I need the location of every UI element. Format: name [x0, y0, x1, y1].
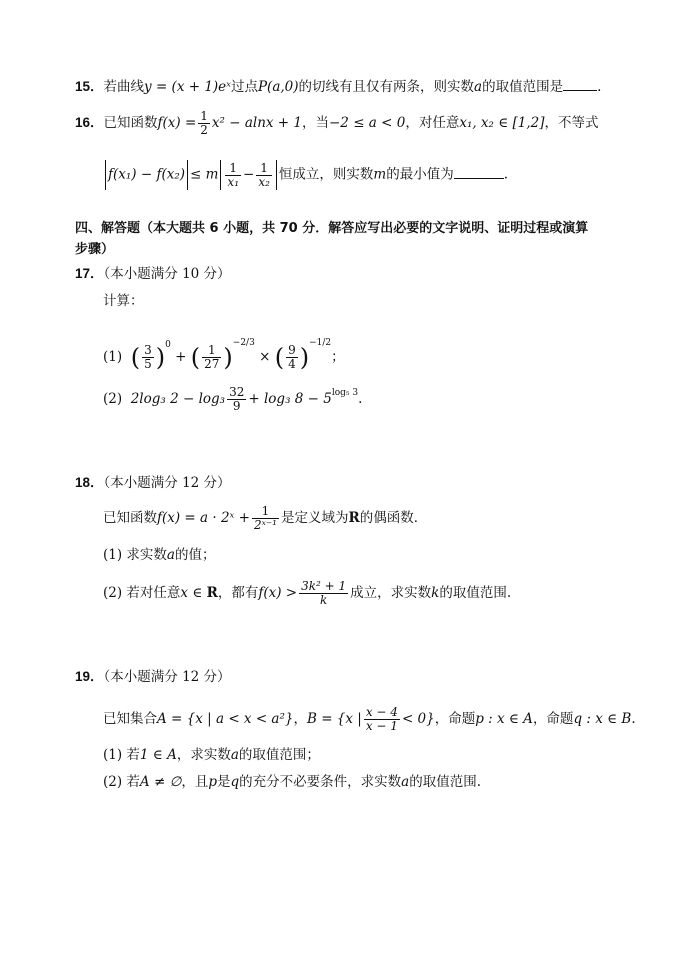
text: 若曲线	[103, 79, 145, 95]
variable: p	[208, 774, 217, 790]
instruction: 计算：	[103, 293, 144, 309]
abs-bar	[187, 160, 188, 190]
times: ×	[259, 349, 271, 365]
fraction-9-4	[286, 344, 298, 371]
part-label: (1)	[103, 747, 123, 763]
question-number: 17．	[75, 266, 104, 281]
score: （本小题满分 10 分）	[103, 266, 231, 282]
formula-A: A = {x | a < x < a²}	[157, 711, 294, 727]
part-label: (2)	[103, 585, 123, 601]
text: 若对任意	[126, 585, 181, 601]
question-16	[75, 110, 599, 137]
text: ，当	[302, 115, 329, 131]
text: 的取值范围.	[409, 774, 481, 790]
part-label: (2)	[103, 774, 123, 790]
exponent: −2/3	[232, 338, 255, 348]
text: 的充分不必要条件，求实数	[239, 774, 402, 790]
text: 的切线有且仅有两条，则实数	[298, 79, 475, 95]
plus: +	[175, 349, 187, 365]
text: 已知函数	[103, 510, 157, 526]
variable: a	[401, 774, 410, 790]
fraction-32-9	[227, 386, 246, 413]
variable: a	[230, 747, 239, 763]
text: 的取值范围.	[439, 585, 512, 601]
text: ，求实数	[176, 747, 231, 763]
formula-fx: f(x) = a · 2ˣ +	[157, 510, 250, 526]
q18-stem	[103, 505, 427, 532]
text: 是	[216, 774, 231, 790]
punct: .	[597, 79, 602, 95]
numerator: 9	[288, 343, 296, 357]
denominator: 4	[288, 357, 296, 371]
set-R: R	[348, 510, 360, 526]
question-17	[75, 265, 231, 283]
numerator: 1	[252, 505, 279, 519]
text: 求实数	[126, 547, 167, 563]
text: 若	[126, 747, 140, 763]
numerator: 32	[229, 385, 245, 399]
text: 恒成立，则实数	[278, 166, 374, 183]
punct: .	[503, 166, 508, 183]
q19-part-1	[103, 746, 320, 764]
formula-mid: ≤ m	[190, 166, 219, 183]
denominator: k	[319, 593, 328, 607]
denominator: x − 1	[365, 719, 398, 733]
text: ，命题	[434, 711, 476, 727]
abs-bar	[220, 160, 221, 190]
question-19	[75, 668, 231, 686]
text: 的最小值为	[386, 166, 454, 183]
question-15	[75, 78, 601, 96]
fraction	[299, 580, 348, 607]
fraction	[364, 706, 400, 733]
q17-instruction	[103, 292, 144, 310]
variable: a	[166, 547, 175, 563]
section-heading	[75, 220, 588, 238]
text: ，且	[181, 774, 209, 790]
exponent: −1/2	[309, 338, 332, 348]
denominator: x₂	[258, 174, 270, 189]
section-line-2: 步骤）	[75, 242, 115, 257]
question-number: 16．	[75, 115, 104, 130]
numerator: 1	[200, 109, 208, 123]
part-label: (1)	[103, 547, 123, 563]
paren: (	[130, 343, 141, 372]
paren: )	[223, 343, 233, 372]
numerator: 1	[225, 162, 241, 176]
text: 是定义域为	[281, 510, 349, 526]
text: 的偶函数．	[359, 510, 428, 526]
question-18	[75, 474, 231, 492]
q19-stem	[103, 706, 636, 733]
part-label: (2)	[103, 391, 123, 407]
punct: .	[358, 391, 363, 407]
text: ，对任意	[405, 115, 460, 131]
formula-left: f(x₁) − f(x₂)	[108, 166, 186, 183]
denominator: 2	[200, 123, 208, 137]
score: （本小题满分 12 分）	[103, 669, 231, 685]
score: （本小题满分 12 分）	[103, 475, 231, 491]
question-16-inequality	[103, 160, 508, 190]
variable: k	[431, 585, 440, 601]
answer-blank[interactable]	[563, 78, 597, 91]
fraction-1-x1	[225, 162, 241, 189]
exponent: 0	[165, 340, 171, 350]
denominator: 27	[204, 357, 220, 371]
question-number: 15．	[75, 79, 104, 94]
part-label: (1)	[103, 349, 123, 365]
formula-curve: y = (x + 1)eˣ	[144, 79, 231, 95]
formula-B-post: < 0}	[401, 711, 435, 727]
numerator: x − 4	[365, 705, 398, 719]
text: ，	[293, 711, 307, 727]
formula-cond: x ∈	[180, 585, 203, 601]
text: ，都有	[217, 585, 259, 601]
exponent: log₅ 3	[331, 388, 359, 398]
denominator: x₁	[227, 174, 239, 189]
formula-a: 2log₃ 2 − log₃	[130, 391, 226, 407]
formula-point: P(a,0)	[257, 79, 299, 95]
q18-part-2	[103, 580, 511, 607]
numerator: 3	[144, 343, 152, 357]
paren: )	[155, 343, 166, 372]
fraction-1-27	[202, 344, 221, 371]
formula-fx: f(x) =	[157, 115, 197, 131]
abs-bar	[276, 160, 277, 190]
minus: −	[243, 166, 255, 183]
text: ，命题	[532, 711, 574, 727]
text: 成立，求实数	[350, 585, 432, 601]
text: 的取值范围是	[482, 79, 564, 95]
formula-rest: x² − alnx + 1	[211, 115, 302, 131]
question-number: 18．	[75, 475, 104, 490]
formula-B-pre: B = {x |	[306, 711, 362, 727]
formula-q: q : x ∈ B	[573, 711, 632, 727]
paren: (	[190, 343, 201, 372]
formula: A ≠ ∅	[139, 774, 182, 790]
fraction-half	[198, 110, 210, 137]
fraction	[252, 505, 279, 532]
variable: q	[230, 774, 240, 790]
section-line-1: 四、解答题（本大题共 6 小题，共 70 分．解答应写出必要的文字说明、证明过程或演算	[75, 221, 589, 236]
formula-p: p : x ∈ A	[475, 711, 533, 727]
q19-part-2	[103, 773, 481, 791]
text: 的取值范围；	[238, 747, 320, 763]
q17-part-2	[103, 384, 362, 413]
paren: )	[299, 343, 310, 372]
variable: m	[373, 166, 387, 183]
text: ，不等式	[544, 115, 599, 131]
formula: 1 ∈ A	[139, 747, 177, 763]
numerator: 1	[256, 162, 272, 176]
variable: a	[474, 79, 483, 95]
punct: .	[631, 711, 636, 727]
formula-set: x₁, x₂ ∈ [1,2]	[459, 115, 545, 131]
fraction-1-x2	[256, 162, 272, 189]
answer-blank[interactable]	[454, 166, 504, 179]
text: 已知集合	[103, 711, 157, 727]
paren: (	[274, 343, 285, 372]
formula-range: −2 ≤ a < 0	[329, 115, 406, 131]
text: 已知函数	[103, 115, 158, 131]
formula-ineq: f(x) >	[258, 585, 298, 601]
denominator: 2ˣ⁻¹	[253, 518, 277, 532]
fraction-3-5	[142, 344, 154, 371]
set-R: R	[206, 585, 218, 601]
q17-part-1	[103, 334, 345, 371]
section-heading-cont	[75, 241, 114, 259]
text: 的值；	[174, 547, 216, 563]
denominator: 5	[144, 357, 152, 371]
numerator: 3k² + 1	[301, 579, 347, 593]
text: 过点	[230, 79, 258, 95]
denominator: 9	[232, 399, 241, 413]
question-number: 19．	[75, 669, 104, 684]
text: 若	[126, 774, 140, 790]
numerator: 1	[202, 344, 221, 358]
q18-part-1	[103, 546, 215, 564]
punct: ；	[331, 349, 345, 365]
formula-b: + log₃ 8 − 5	[248, 391, 332, 407]
abs-bar	[105, 160, 106, 190]
